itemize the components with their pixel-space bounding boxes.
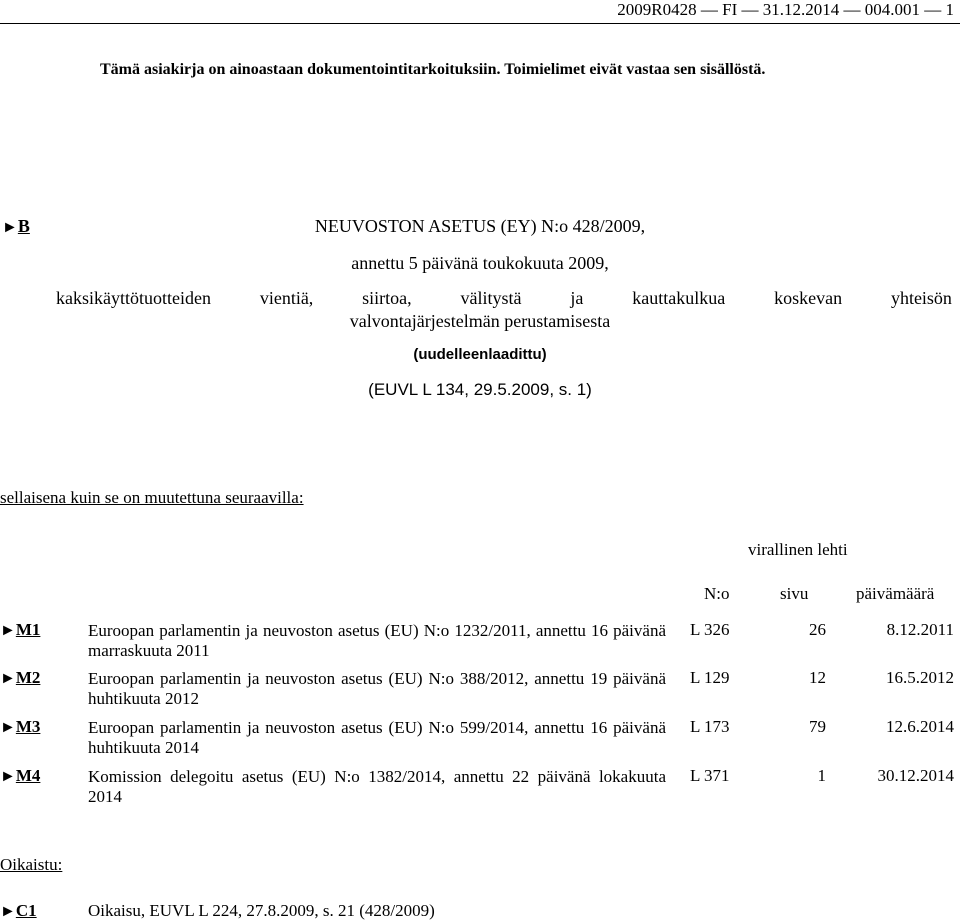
- amendment-oj-date: 30.12.2014: [877, 766, 954, 785]
- triangle-right-icon: ►: [0, 670, 16, 687]
- subject-word: siirtoa,: [362, 288, 412, 308]
- subject-word: koskevan: [774, 288, 843, 308]
- triangle-right-icon: ►: [0, 622, 16, 639]
- corrections-label: Oikaistu:: [0, 855, 63, 874]
- subject-word: vientiä,: [259, 288, 314, 308]
- amendment-oj-date: 16.5.2012: [886, 668, 954, 687]
- column-header-date: päivämäärä: [856, 584, 935, 603]
- amendment-oj-date: 12.6.2014: [886, 717, 954, 736]
- amendment-description: Euroopan parlamentin ja neuvoston asetus (EU) N:o 388/2012, annettu 19 päivänä huhtikuuta 2012: [88, 669, 666, 708]
- amendment-description: Euroopan parlamentin ja neuvoston asetus (EU) N:o 1232/2011, annettu 16 päivänä marraskuuta 2011: [88, 621, 666, 660]
- amendment-description: Komission delegoitu asetus (EU) N:o 1382/2014, annettu 22 päivänä lokakuuta 2014: [88, 767, 666, 806]
- triangle-right-icon: ►: [0, 903, 16, 920]
- amendment-oj-number: L 371: [690, 766, 730, 785]
- oj-reference: (EUVL L 134, 29.5.2009, s. 1): [368, 380, 592, 399]
- subject-word: kauttakulkua: [632, 288, 726, 308]
- marker-b: B: [17, 216, 30, 236]
- disclaimer: Tämä asiakirja on ainoastaan dokumentointitarkoituksiin. Toimielimet eivät vastaa sen sisällöstä.: [100, 61, 766, 78]
- act-subject-line-1: [56, 288, 952, 309]
- subject-word: yhteisön: [890, 288, 952, 308]
- amendment-marker-m4[interactable]: ►M4: [0, 766, 41, 785]
- subject-word: ja: [570, 288, 584, 308]
- act-subject-line-2: valvontajärjestelmän perustamisesta: [349, 311, 611, 331]
- recast-label: (uudelleenlaadittu): [413, 346, 547, 363]
- correction-marker-c1[interactable]: ►C1: [0, 901, 37, 920]
- subject-word: kaksikäyttötuotteiden: [56, 288, 211, 308]
- amendment-oj-page: 26: [809, 620, 826, 639]
- amendment-oj-number: L 173: [690, 717, 730, 736]
- document-header: 2009R0428 — FI — 31.12.2014 — 004.001 — 1: [617, 0, 954, 19]
- correction-description: Oikaisu, EUVL L 224, 27.8.2009, s. 21 (428/2009): [88, 901, 435, 920]
- amendment-marker-m1[interactable]: ►M1: [0, 620, 41, 639]
- amendment-oj-page: 79: [809, 717, 826, 736]
- triangle-right-icon: ►: [0, 768, 16, 785]
- amendment-oj-number: L 129: [690, 668, 730, 687]
- act-date-line: annettu 5 päivänä toukokuuta 2009,: [351, 253, 609, 273]
- official-journal-header: virallinen lehti: [748, 540, 848, 559]
- triangle-right-icon: ►: [0, 719, 16, 736]
- amendment-oj-page: 12: [809, 668, 826, 687]
- column-header-no: N:o: [704, 584, 730, 603]
- amendment-oj-page: 1: [817, 766, 826, 785]
- amendment-marker-m3[interactable]: ►M3: [0, 717, 41, 736]
- triangle-right-icon: ►: [2, 219, 18, 236]
- amendment-marker-m2[interactable]: ►M2: [0, 668, 41, 687]
- amendment-description: Euroopan parlamentin ja neuvoston asetus (EU) N:o 599/2014, annettu 16 päivänä huhtikuuta 2014: [88, 718, 666, 757]
- act-title: NEUVOSTON ASETUS (EY) N:o 428/2009,: [314, 216, 646, 236]
- amendment-oj-number: L 326: [690, 620, 730, 639]
- amended-by-label: sellaisena kuin se on muutettuna seuraavilla:: [0, 488, 304, 507]
- column-header-page: sivu: [780, 584, 809, 603]
- subject-word: välitystä: [460, 288, 522, 308]
- amendment-oj-date: 8.12.2011: [886, 620, 954, 639]
